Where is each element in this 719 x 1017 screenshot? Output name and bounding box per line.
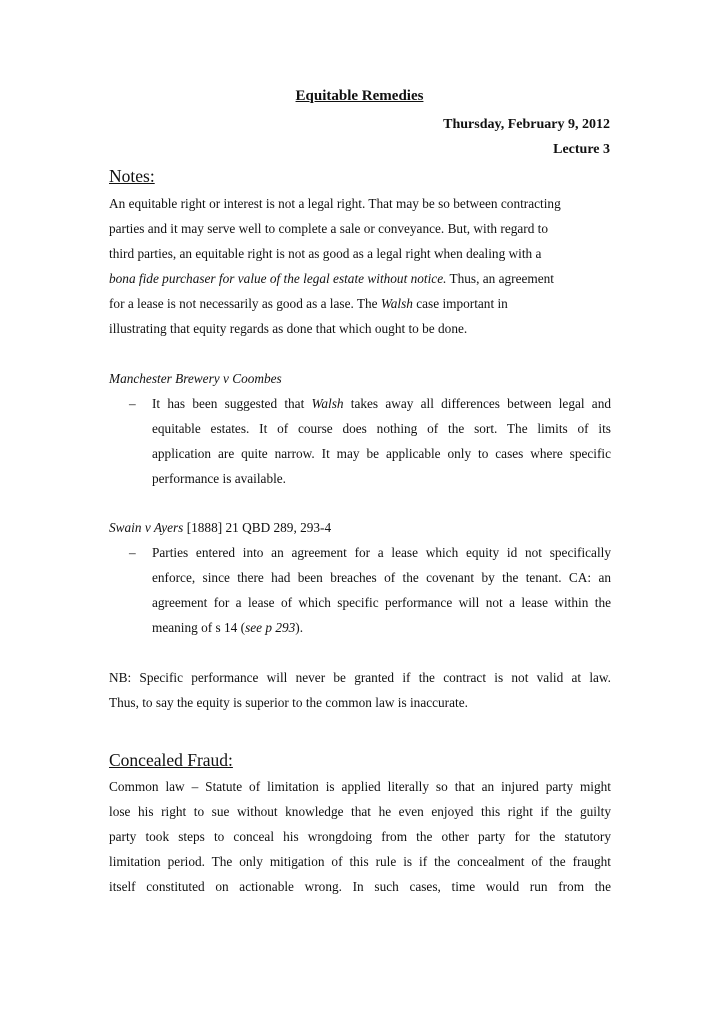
fraud-line: lose his right to sue without knowledge that he even enjoyed this right if the guilty	[109, 804, 611, 819]
bullet-line: meaning of s 14 (see p 293).	[152, 620, 304, 635]
page-title: Equitable Remedies	[295, 88, 424, 104]
bullet-line: Parties entered into an agreement for a lease which equity id not specifically	[152, 545, 611, 560]
notes-line: bona fide purchaser for value of the legal estate without notice. Thus, an agreement	[109, 271, 554, 286]
bullet-line: application are quite narrow. It may be applicable only to cases where specific	[152, 446, 611, 461]
notes-paragraph	[109, 191, 611, 341]
nb-line: NB: Specific performance will never be granted if the contract is not valid at law.	[109, 670, 611, 685]
fraud-paragraph	[109, 774, 611, 899]
fraud-line: itself constituted on actionable wrong. In such cases, time would run from the	[109, 879, 611, 894]
fraud-line: limitation period. The only mitigation of this rule is if the concealment of the fraught	[109, 854, 611, 869]
case1-bullet-item	[109, 391, 611, 491]
dash-bullet-icon: –	[129, 545, 136, 560]
notes-line: An equitable right or interest is not a legal right. That may be so between contracting	[109, 196, 561, 211]
dash-bullet-icon: –	[129, 396, 136, 411]
nb-paragraph	[109, 665, 611, 715]
concealed-fraud-heading: Concealed Fraud:	[109, 750, 233, 770]
fraud-line: Common law – Statute of limitation is applied literally so that an injured party might	[109, 779, 611, 794]
case-title-swain: Swain v Ayers [1888] 21 QBD 289, 293-4	[109, 520, 332, 535]
bullet-line: equitable estates. It of course does nothing of the sort. The limits of its	[152, 421, 611, 436]
bullet-line: agreement for a lease of which specific performance will not a lease within the	[152, 595, 611, 610]
case1-bullet-text	[152, 391, 611, 491]
notes-heading: Notes:	[109, 166, 155, 186]
notes-line: third parties, an equitable right is not as good as a legal right when dealing with a	[109, 246, 542, 261]
italic-text: bona fide purchaser for value of the legal estate without notice.	[109, 271, 447, 286]
bullet-line: performance is available.	[152, 471, 287, 486]
fraud-line: party took steps to conceal his wrongdoing from the other party for the statutory	[109, 829, 611, 844]
notes-line: illustrating that equity regards as done that which ought to be done.	[109, 321, 468, 336]
bullet-line: enforce, since there had been breaches of the covenant by the tenant. CA: an	[152, 570, 611, 585]
bullet-line: It has been suggested that Walsh takes away all differences between legal and	[152, 396, 611, 411]
nb-line: Thus, to say the equity is superior to the common law is inaccurate.	[109, 695, 468, 710]
lecture-number: Lecture 3	[553, 142, 610, 157]
notes-line: parties and it may serve well to complete a sale or conveyance. But, with regard to	[109, 221, 549, 236]
notes-line: for a lease is not necessarily as good as a lase. The Walsh case important in	[109, 296, 508, 311]
case2-bullet-item	[109, 540, 611, 640]
lecture-date: Thursday, February 9, 2012	[443, 117, 610, 132]
italic-text: Walsh	[380, 296, 413, 311]
case-title-manchester: Manchester Brewery v Coombes	[109, 371, 282, 386]
case2-bullet-text	[152, 540, 611, 640]
